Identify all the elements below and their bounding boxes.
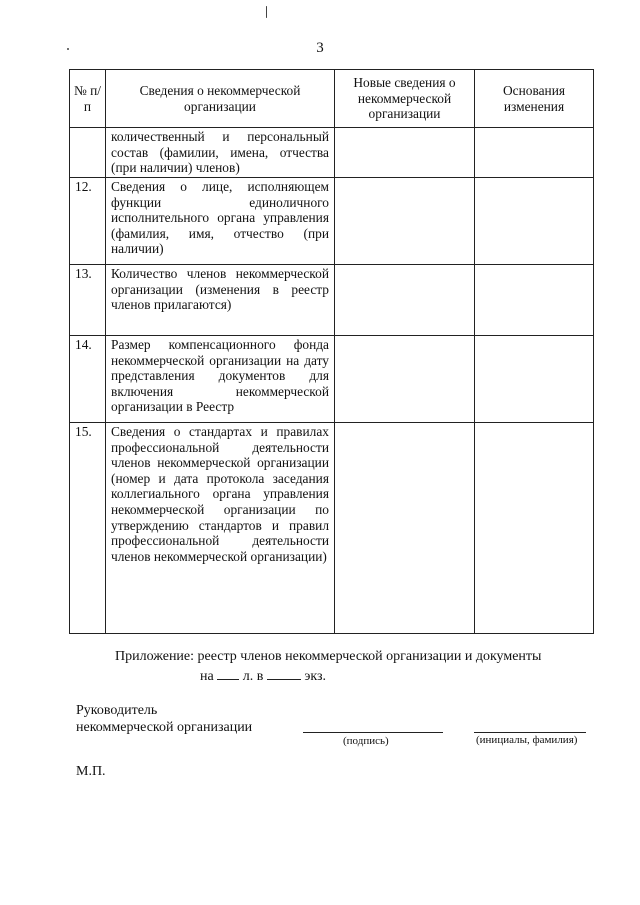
- name-line: [474, 731, 586, 733]
- stamp-place: М.П.: [76, 764, 106, 779]
- row-new-info-cell: [335, 178, 475, 265]
- appendix-ekz: экз.: [304, 669, 326, 684]
- signatory-title: [76, 702, 252, 736]
- registry-changes-table: [69, 69, 594, 634]
- page-number: 3: [316, 40, 324, 56]
- row-info: Сведения о стандартах и правилах профессиональной деятельности членов некоммерческой организации (номер и дата протокола заседания коллегиального органа управления некоммерческой организации по утверждению стандартов и правил профессиональной деятельности членов некоммерческой организации): [106, 423, 335, 634]
- signatory-line1: Руководитель: [76, 703, 158, 718]
- table-header-row: [70, 70, 594, 128]
- appendix-text: Приложение: реестр членов некоммерческой организации и документы: [115, 649, 542, 664]
- row-new-info-cell: [335, 336, 475, 423]
- table-row: [70, 336, 594, 423]
- appendix-count-line: [200, 666, 326, 686]
- row-basis-cell: [475, 265, 594, 336]
- row-info: Сведения о лице, исполняющем функции единоличного исполнительного органа управления (фамилия, имя, отчество (при наличии): [106, 178, 335, 265]
- signature-caption: (подпись): [343, 735, 389, 747]
- copies-blank: [267, 666, 301, 680]
- row-number: 12.: [70, 178, 106, 265]
- row-basis-cell: [475, 423, 594, 634]
- sheets-blank: [217, 666, 239, 680]
- row-info: Количество членов некоммерческой организации (изменения в реестр членов прилагаются): [106, 265, 335, 336]
- header-new-info: Новые сведения о некоммерческой организации: [335, 70, 475, 128]
- header-basis: Основания изменения: [475, 70, 594, 128]
- table-row: [70, 423, 594, 634]
- table-row: [70, 265, 594, 336]
- row-new-info-cell: [335, 423, 475, 634]
- row-new-info-cell: [335, 128, 475, 178]
- row-basis-cell: [475, 128, 594, 178]
- appendix-na: на: [200, 669, 214, 684]
- signature-line: [303, 731, 443, 733]
- row-number: 15.: [70, 423, 106, 634]
- name-caption: (инициалы, фамилия): [476, 734, 578, 746]
- row-info: количественный и персональный состав (фамилии, имена, отчества (при наличии) членов): [106, 128, 335, 178]
- scan-speck: [266, 6, 267, 18]
- table-row: [70, 178, 594, 265]
- header-info: Сведения о некоммерческой организации: [106, 70, 335, 128]
- row-number: [70, 128, 106, 178]
- row-number: 13.: [70, 265, 106, 336]
- row-info: Размер компенсационного фонда некоммерческой организации на дату представления документов для включения некоммерческой организации в Реестр: [106, 336, 335, 423]
- appendix-l-v: л. в: [242, 669, 264, 684]
- header-number: № п/п: [70, 70, 106, 128]
- row-number: 14.: [70, 336, 106, 423]
- signatory-line2: некоммерческой организации: [76, 720, 253, 735]
- scan-speck: [67, 48, 69, 50]
- row-basis-cell: [475, 178, 594, 265]
- table-row: [70, 128, 594, 178]
- row-new-info-cell: [335, 265, 475, 336]
- row-basis-cell: [475, 336, 594, 423]
